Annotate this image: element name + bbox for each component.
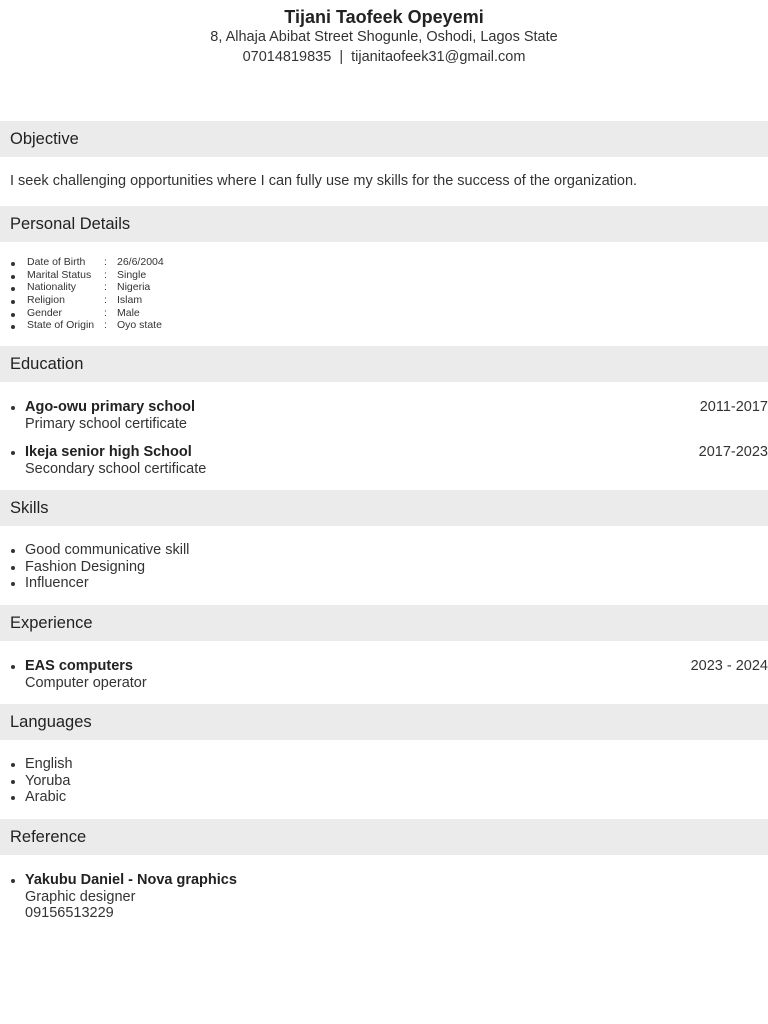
section-header-education: Education bbox=[0, 346, 768, 382]
detail-value: Oyo state bbox=[117, 319, 162, 332]
detail-label: Religion bbox=[27, 294, 65, 307]
resume-contact bbox=[0, 47, 768, 67]
reference-list bbox=[0, 872, 768, 922]
detail-colon: : bbox=[104, 306, 107, 319]
detail-colon: : bbox=[104, 294, 107, 307]
resume-address: 8, Alhaja Abibat Street Shogunle, Oshodi, Lagos State bbox=[210, 29, 558, 45]
section-header-reference: Reference bbox=[0, 819, 768, 855]
detail-label: Gender bbox=[27, 306, 63, 319]
detail-label: Date of Birth bbox=[27, 256, 86, 268]
skill-item: Good communicative skill bbox=[0, 542, 768, 559]
school-name: Ikeja senior high School bbox=[25, 444, 192, 460]
education-years: 2017-2023 bbox=[698, 444, 768, 460]
section-header-personal-details: Personal Details bbox=[0, 206, 768, 242]
section-header-languages: Languages bbox=[0, 704, 768, 740]
personal-detail-item bbox=[0, 319, 768, 332]
section-header-skills: Skills bbox=[0, 490, 768, 526]
skill-item: Fashion Designing bbox=[0, 559, 768, 576]
personal-detail-item bbox=[0, 307, 768, 320]
detail-value: Male bbox=[117, 306, 140, 319]
languages-list bbox=[0, 756, 768, 806]
section-header-experience: Experience bbox=[0, 605, 768, 641]
language-item: Yoruba bbox=[0, 773, 768, 790]
company-name: EAS computers bbox=[25, 658, 133, 674]
education-years: 2011-2017 bbox=[699, 399, 768, 415]
personal-detail-item bbox=[0, 281, 768, 294]
reference-entry bbox=[0, 872, 768, 922]
objective-text: I seek challenging opportunities where I can fully use my skills for the success of the organization. bbox=[10, 173, 638, 189]
contact-separator: | bbox=[339, 49, 344, 65]
language-item: Arabic bbox=[0, 789, 768, 806]
personal-details-list bbox=[0, 256, 768, 332]
detail-value: Islam bbox=[117, 294, 143, 307]
skills-list bbox=[0, 542, 768, 592]
education-entry bbox=[0, 444, 768, 477]
detail-colon: : bbox=[104, 281, 107, 294]
detail-label: Nationality bbox=[27, 281, 77, 294]
email-address: tijanitaofeek31@gmail.com bbox=[351, 49, 526, 65]
detail-label: State of Origin bbox=[27, 319, 95, 332]
detail-value: Single bbox=[117, 268, 147, 281]
detail-value: Nigeria bbox=[117, 281, 151, 294]
personal-detail-item bbox=[0, 269, 768, 282]
detail-colon: : bbox=[104, 268, 107, 281]
detail-value: 26/6/2004 bbox=[117, 256, 164, 268]
section-header-objective: Objective bbox=[0, 121, 768, 157]
experience-entry bbox=[0, 658, 768, 691]
reference-title: Graphic designer bbox=[25, 888, 136, 905]
school-name: Ago-owu primary school bbox=[25, 399, 195, 415]
resume-name: Tijani Taofeek Opeyemi bbox=[284, 7, 484, 27]
education-list bbox=[0, 399, 768, 477]
certificate-name: Secondary school certificate bbox=[25, 460, 207, 477]
phone-number: 07014819835 bbox=[242, 49, 332, 65]
language-item: English bbox=[0, 756, 768, 773]
reference-phone: 09156513229 bbox=[25, 905, 114, 921]
experience-years: 2023 - 2024 bbox=[690, 658, 768, 674]
detail-label: Marital Status bbox=[27, 268, 92, 281]
reference-name: Yakubu Daniel - Nova graphics bbox=[25, 872, 237, 888]
detail-colon: : bbox=[104, 319, 107, 332]
education-entry bbox=[0, 399, 768, 432]
skill-item: Influencer bbox=[0, 575, 768, 592]
job-role: Computer operator bbox=[25, 674, 147, 691]
personal-detail-item bbox=[0, 294, 768, 307]
personal-detail-item bbox=[0, 256, 768, 269]
experience-list bbox=[0, 658, 768, 691]
certificate-name: Primary school certificate bbox=[25, 415, 187, 432]
detail-colon: : bbox=[104, 256, 107, 268]
